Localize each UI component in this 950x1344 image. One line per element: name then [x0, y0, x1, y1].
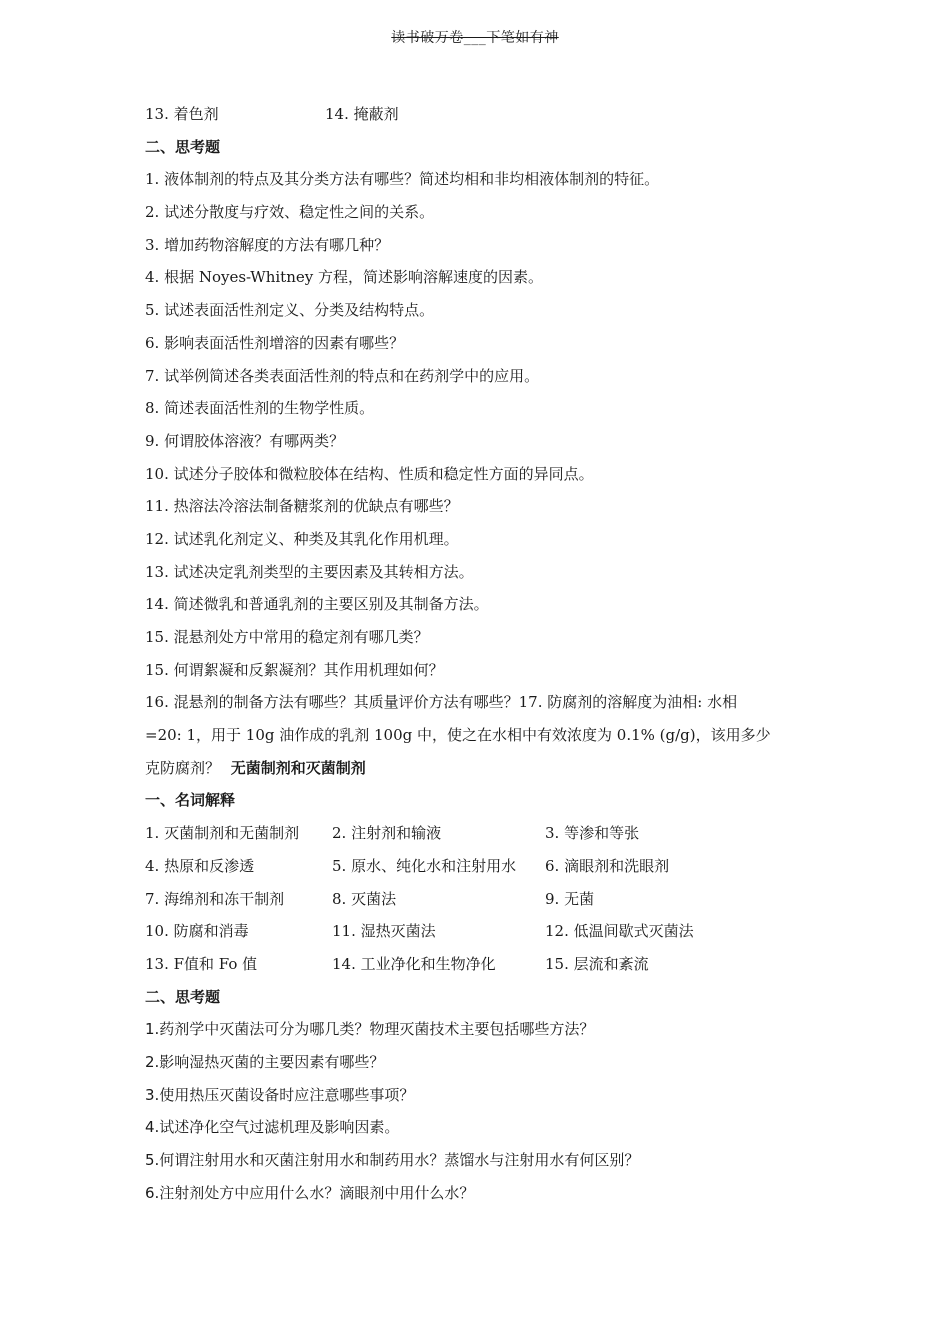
question-15b: 15. 何谓絮凝和反絮凝剂？其作用机理如何？ — [145, 660, 444, 679]
term-row — [145, 915, 815, 948]
question-15a: 15. 混悬剂处方中常用的稳定剂有哪几类？ — [145, 628, 429, 646]
question-16: 16. 混悬剂的制备方法有哪些？其质量评价方法有哪些？17. 防腐剂的溶解度为油相: 水相 — [145, 693, 738, 712]
chapter-title: 无菌制剂和灭菌制剂 — [230, 758, 366, 777]
question-14: 14. 简述微乳和普通乳剂的主要区别及其制备方法。 — [145, 595, 489, 614]
question-2-3: 3.使用热压灭菌设备时应注意哪些事项？ — [145, 1085, 415, 1104]
term-item: 3. 等渗和等张 — [545, 824, 640, 843]
document-body — [145, 98, 815, 1209]
section-heading-questions: 二、思考题 — [145, 137, 221, 156]
question-4: 4. 根据 Noyes-Whitney 方程，简述影响溶解速度的因素。 — [145, 268, 543, 287]
term-row — [145, 817, 815, 850]
term-item: 7. 海绵剂和冻干制剂 — [145, 889, 285, 908]
term-item: 4. 热原和反渗透 — [145, 856, 255, 875]
question-6: 6. 影响表面活性剂增溶的因素有哪些？ — [145, 333, 405, 352]
question-5: 5. 试述表面活性剂定义、分类及结构特点。 — [145, 301, 435, 320]
question-8: 8. 简述表面活性剂的生物学性质。 — [145, 399, 375, 418]
question-2: 2. 试述分散度与疗效、稳定性之间的关系。 — [145, 203, 435, 222]
term-item: 5. 原水、纯化水和注射用水 — [332, 856, 517, 875]
question-17-cont: =20: 1，用于 10g 油作成的乳剂 100g 中，使之在水相中有效浓度为 0.1% (g/g)，该用多少 — [145, 726, 771, 745]
term-row — [145, 850, 815, 883]
page-header: 读书破万卷___下笔如有神 — [391, 30, 559, 46]
question-2-4: 4.试述净化空气过滤机理及影响因素。 — [145, 1118, 400, 1137]
term-13: 13. 着色剂 — [145, 105, 219, 123]
question-10: 10. 试述分子胶体和微粒胶体在结构、性质和稳定性方面的异同点。 — [145, 464, 594, 483]
term-item: 13. F值和 Fo 值 — [145, 954, 258, 973]
question-3: 3. 增加药物溶解度的方法有哪几种？ — [145, 235, 390, 254]
term-row — [145, 883, 815, 916]
question-11: 11. 热溶法冷溶法制备糖浆剂的优缺点有哪些？ — [145, 497, 459, 516]
term-item: 2. 注射剂和输液 — [332, 824, 442, 843]
question-7: 7. 试举例简述各类表面活性剂的特点和在药剂学中的应用。 — [145, 366, 540, 385]
question-17-end-line — [145, 752, 815, 785]
term-item: 8. 灭菌法 — [332, 889, 397, 908]
question-1: 1. 液体制剂的特点及其分类方法有哪些？简述均相和非均相液体制剂的特征。 — [145, 170, 660, 189]
top-terms-row — [145, 98, 815, 131]
question-2-5: 5.何谓注射用水和灭菌注射用水和制药用水？蒸馏水与注射用水有何区别？ — [145, 1151, 640, 1169]
term-item: 11. 湿热灭菌法 — [332, 922, 436, 941]
term-item: 12. 低温间歇式灭菌法 — [545, 922, 694, 941]
section-heading-questions-2: 二、思考题 — [145, 987, 221, 1006]
question-17-tail: 克防腐剂？ — [145, 758, 221, 777]
question-13: 13. 试述决定乳剂类型的主要因素及其转相方法。 — [145, 562, 474, 581]
section-heading-terms: 一、名词解释 — [145, 791, 236, 810]
term-item: 14. 工业净化和生物净化 — [332, 954, 496, 973]
question-2-2: 2.影响湿热灭菌的主要因素有哪些？ — [145, 1052, 385, 1071]
question-9: 9. 何谓胶体溶液？有哪两类？ — [145, 431, 345, 450]
question-12: 12. 试述乳化剂定义、种类及其乳化作用机理。 — [145, 529, 459, 548]
question-2-1: 1.药剂学中灭菌法可分为哪几类？物理灭菌技术主要包括哪些方法？ — [145, 1020, 595, 1039]
term-item: 6. 滴眼剂和洗眼剂 — [545, 856, 670, 875]
term-item: 15. 层流和紊流 — [545, 954, 649, 973]
term-14: 14. 掩蔽剂 — [325, 105, 399, 123]
term-item: 10. 防腐和消毒 — [145, 922, 249, 941]
term-item: 1. 灭菌制剂和无菌制剂 — [145, 824, 300, 843]
term-item: 9. 无菌 — [545, 889, 595, 908]
term-row — [145, 948, 815, 981]
question-2-6: 6.注射剂处方中应用什么水？滴眼剂中用什么水？ — [145, 1183, 475, 1202]
